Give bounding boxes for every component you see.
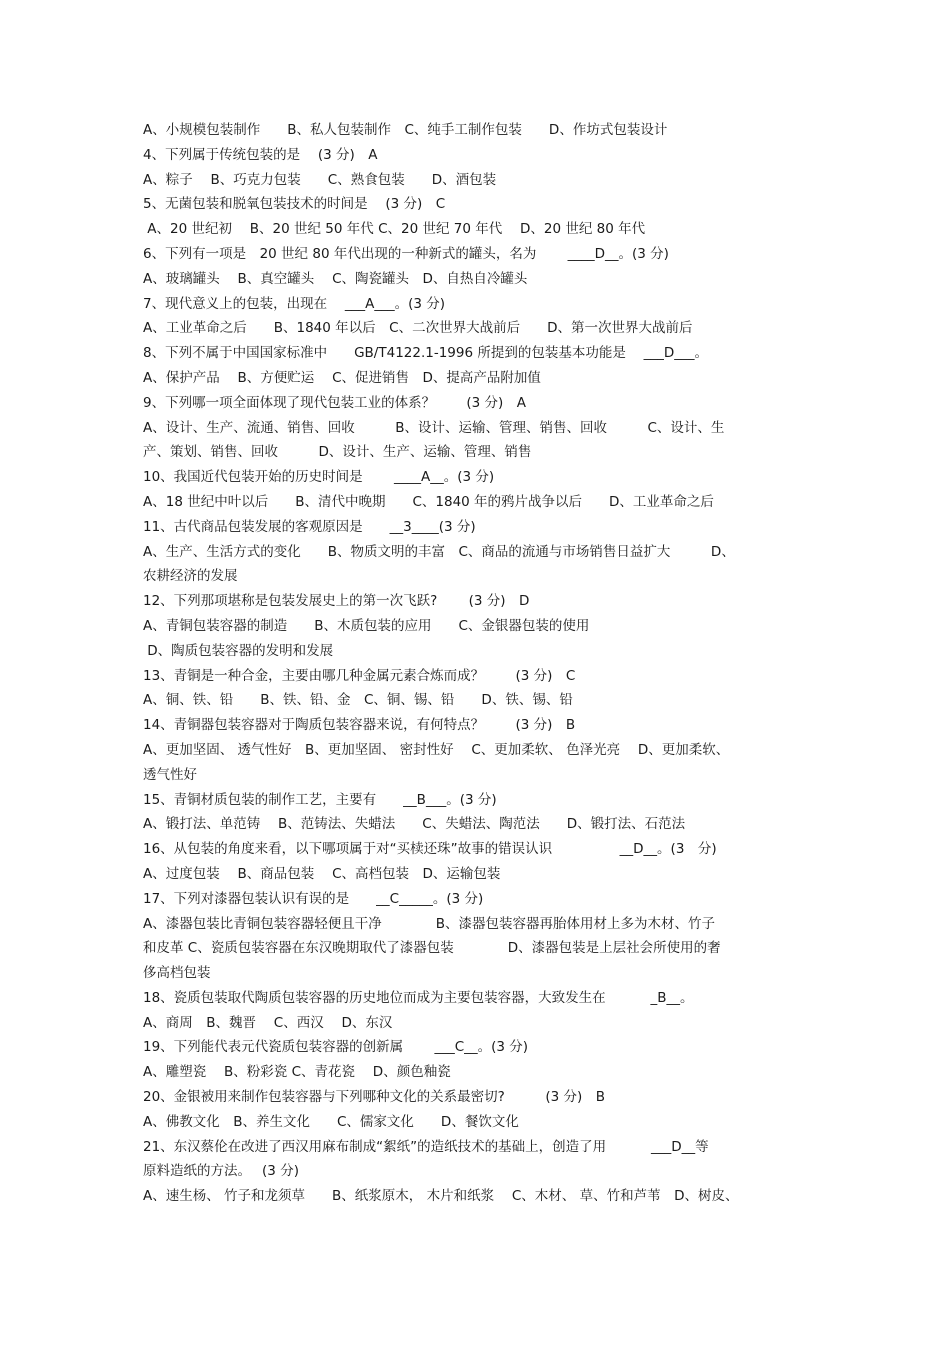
question-line: 15、青铜材质包装的制作工艺，主要有 __B___。(3 分) <box>143 791 497 808</box>
options-line: A、铜、铁、铅 B、铁、铅、金 C、铜、锡、铅 D、铁、锡、铅 <box>143 692 573 709</box>
options-line: A、玻璃罐头 B、真空罐头 C、陶瓷罐头 D、自热自冷罐头 <box>143 270 528 287</box>
options-line: A、更加坚固、 透气性好 B、更加坚固、 密封性好 C、更加柔软、 色泽光亮 D、更加柔软、 <box>143 741 730 758</box>
question-list <box>143 118 811 1209</box>
options-line: 侈高档包装 <box>143 965 211 982</box>
question-line: 17、下列对漆器包装认识有误的是 __C_____。(3 分) <box>143 890 484 907</box>
options-line: A、过度包装 B、商品包装 C、高档包装 D、运输包装 <box>143 865 501 882</box>
options-line: A、20 世纪初 B、20 世纪 50 年代 C、20 世纪 70 年代 D、20 世纪 80 年代 <box>143 221 646 238</box>
options-line: A、商周 B、魏晋 C、西汉 D、东汉 <box>143 1014 393 1031</box>
question-line: 4、下列属于传统包装的是 (3 分) A <box>143 146 378 163</box>
options-line: D、陶质包装容器的发明和发展 <box>143 642 334 659</box>
question-line: 20、金银被用来制作包装容器与下列哪种文化的关系最密切? (3 分) B <box>143 1089 606 1106</box>
question-line: 8、下列不属于中国国家标准中 GB/T4122.1-1996 所提到的包装基本功能是 ___D___。 <box>143 345 709 362</box>
options-line: 和皮革 C、瓷质包装容器在东汉晚期取代了漆器包装 D、漆器包装是上层社会所使用的奢 <box>143 940 721 957</box>
question-line: 19、下列能代表元代瓷质包装容器的创新属 ___C__。(3 分) <box>143 1039 529 1056</box>
options-line: A、漆器包装比青铜包装容器轻便且干净 B、漆器包装容器再胎体用材上多为木材、竹子 <box>143 915 715 932</box>
question-line: 6、下列有一项是 20 世纪 80 年代出现的一种新式的罐头，名为 ____D__。(3 分) <box>143 245 669 262</box>
text-line: A、小规模包装制作 B、私人包装制作 C、纯手工制作包装 D、作坊式包装设计 <box>143 122 668 138</box>
options-line: A、雕塑瓷 B、粉彩瓷 C、青花瓷 D、颜色釉瓷 <box>143 1064 451 1081</box>
options-line: A、保护产品 B、方便贮运 C、促进销售 D、提高产品附加值 <box>143 369 541 386</box>
options-line: 农耕经济的发展 <box>143 568 238 585</box>
question-line: 13、青铜是一种合金，主要由哪几种金属元素合炼而成？ (3 分) C <box>143 667 576 684</box>
question-line: 11、古代商品包装发展的客观原因是 __3____(3 分) <box>143 518 476 535</box>
question-line: 7、现代意义上的包装，出现在 ___A___。(3 分) <box>143 295 446 312</box>
question-line: 10、我国近代包装开始的历史时间是 ____A__。(3 分) <box>143 469 495 486</box>
options-line: A、工业革命之后 B、1840 年以后 C、二次世界大战前后 D、第一次世界大战前后 <box>143 320 693 337</box>
question-line: 原料造纸的方法。 (3 分) <box>143 1163 299 1180</box>
options-line: A、青铜包装容器的制造 B、木质包装的应用 C、金银器包装的使用 <box>143 617 590 634</box>
question-line: 14、青铜器包装容器对于陶质包装容器来说，有何特点？ (3 分) B <box>143 717 576 734</box>
question-line: 12、下列那项堪称是包装发展史上的第一次飞跃? (3 分) D <box>143 593 530 610</box>
options-line: A、18 世纪中叶以后 B、清代中晚期 C、1840 年的鸦片战争以后 D、工业革命之后 <box>143 493 714 510</box>
options-line: A、速生杨、 竹子和龙须草 B、纸浆原木， 木片和纸浆 C、木材、 草、竹和芦苇 D、树皮、 <box>143 1188 739 1205</box>
options-line: 透气性好 <box>143 766 197 783</box>
options-line: A、锻打法、单范铸 B、范铸法、失蜡法 C、失蜡法、陶范法 D、锻打法、石范法 <box>143 816 686 833</box>
question-line: 18、瓷质包装取代陶质包装容器的历史地位而成为主要包装容器，大致发生在 _B__。 <box>143 989 694 1006</box>
options-line: A、粽子 B、巧克力包装 C、熟食包装 D、酒包装 <box>143 171 497 188</box>
options-line: A、佛教文化 B、养生文化 C、儒家文化 D、餐饮文化 <box>143 1113 519 1130</box>
question-line: 21、东汉蔡伦在改进了西汉用麻布制成“絮纸”的造纸技术的基础上，创造了用 ___D__等 <box>143 1138 709 1155</box>
question-line: 9、下列哪一项全面体现了现代包装工业的体系？ (3 分) A <box>143 394 527 411</box>
question-line: 5、无菌包装和脱氧包装技术的时间是 (3 分) C <box>143 196 446 213</box>
options-line: A、设计、生产、流通、销售、回收 B、设计、运输、管理、销售、回收 C、设计、生 <box>143 419 725 436</box>
options-line: 产、策划、销售、回收 D、设计、生产、运输、管理、销售 <box>143 444 532 461</box>
question-line: 16、从包装的角度来看，以下哪项属于对“买椟还珠”故事的错误认识 __D__。(3 分) <box>143 841 717 858</box>
options-line: A、生产、生活方式的变化 B、物质文明的丰富 C、商品的流通与市场销售日益扩大 D、 <box>143 543 735 560</box>
